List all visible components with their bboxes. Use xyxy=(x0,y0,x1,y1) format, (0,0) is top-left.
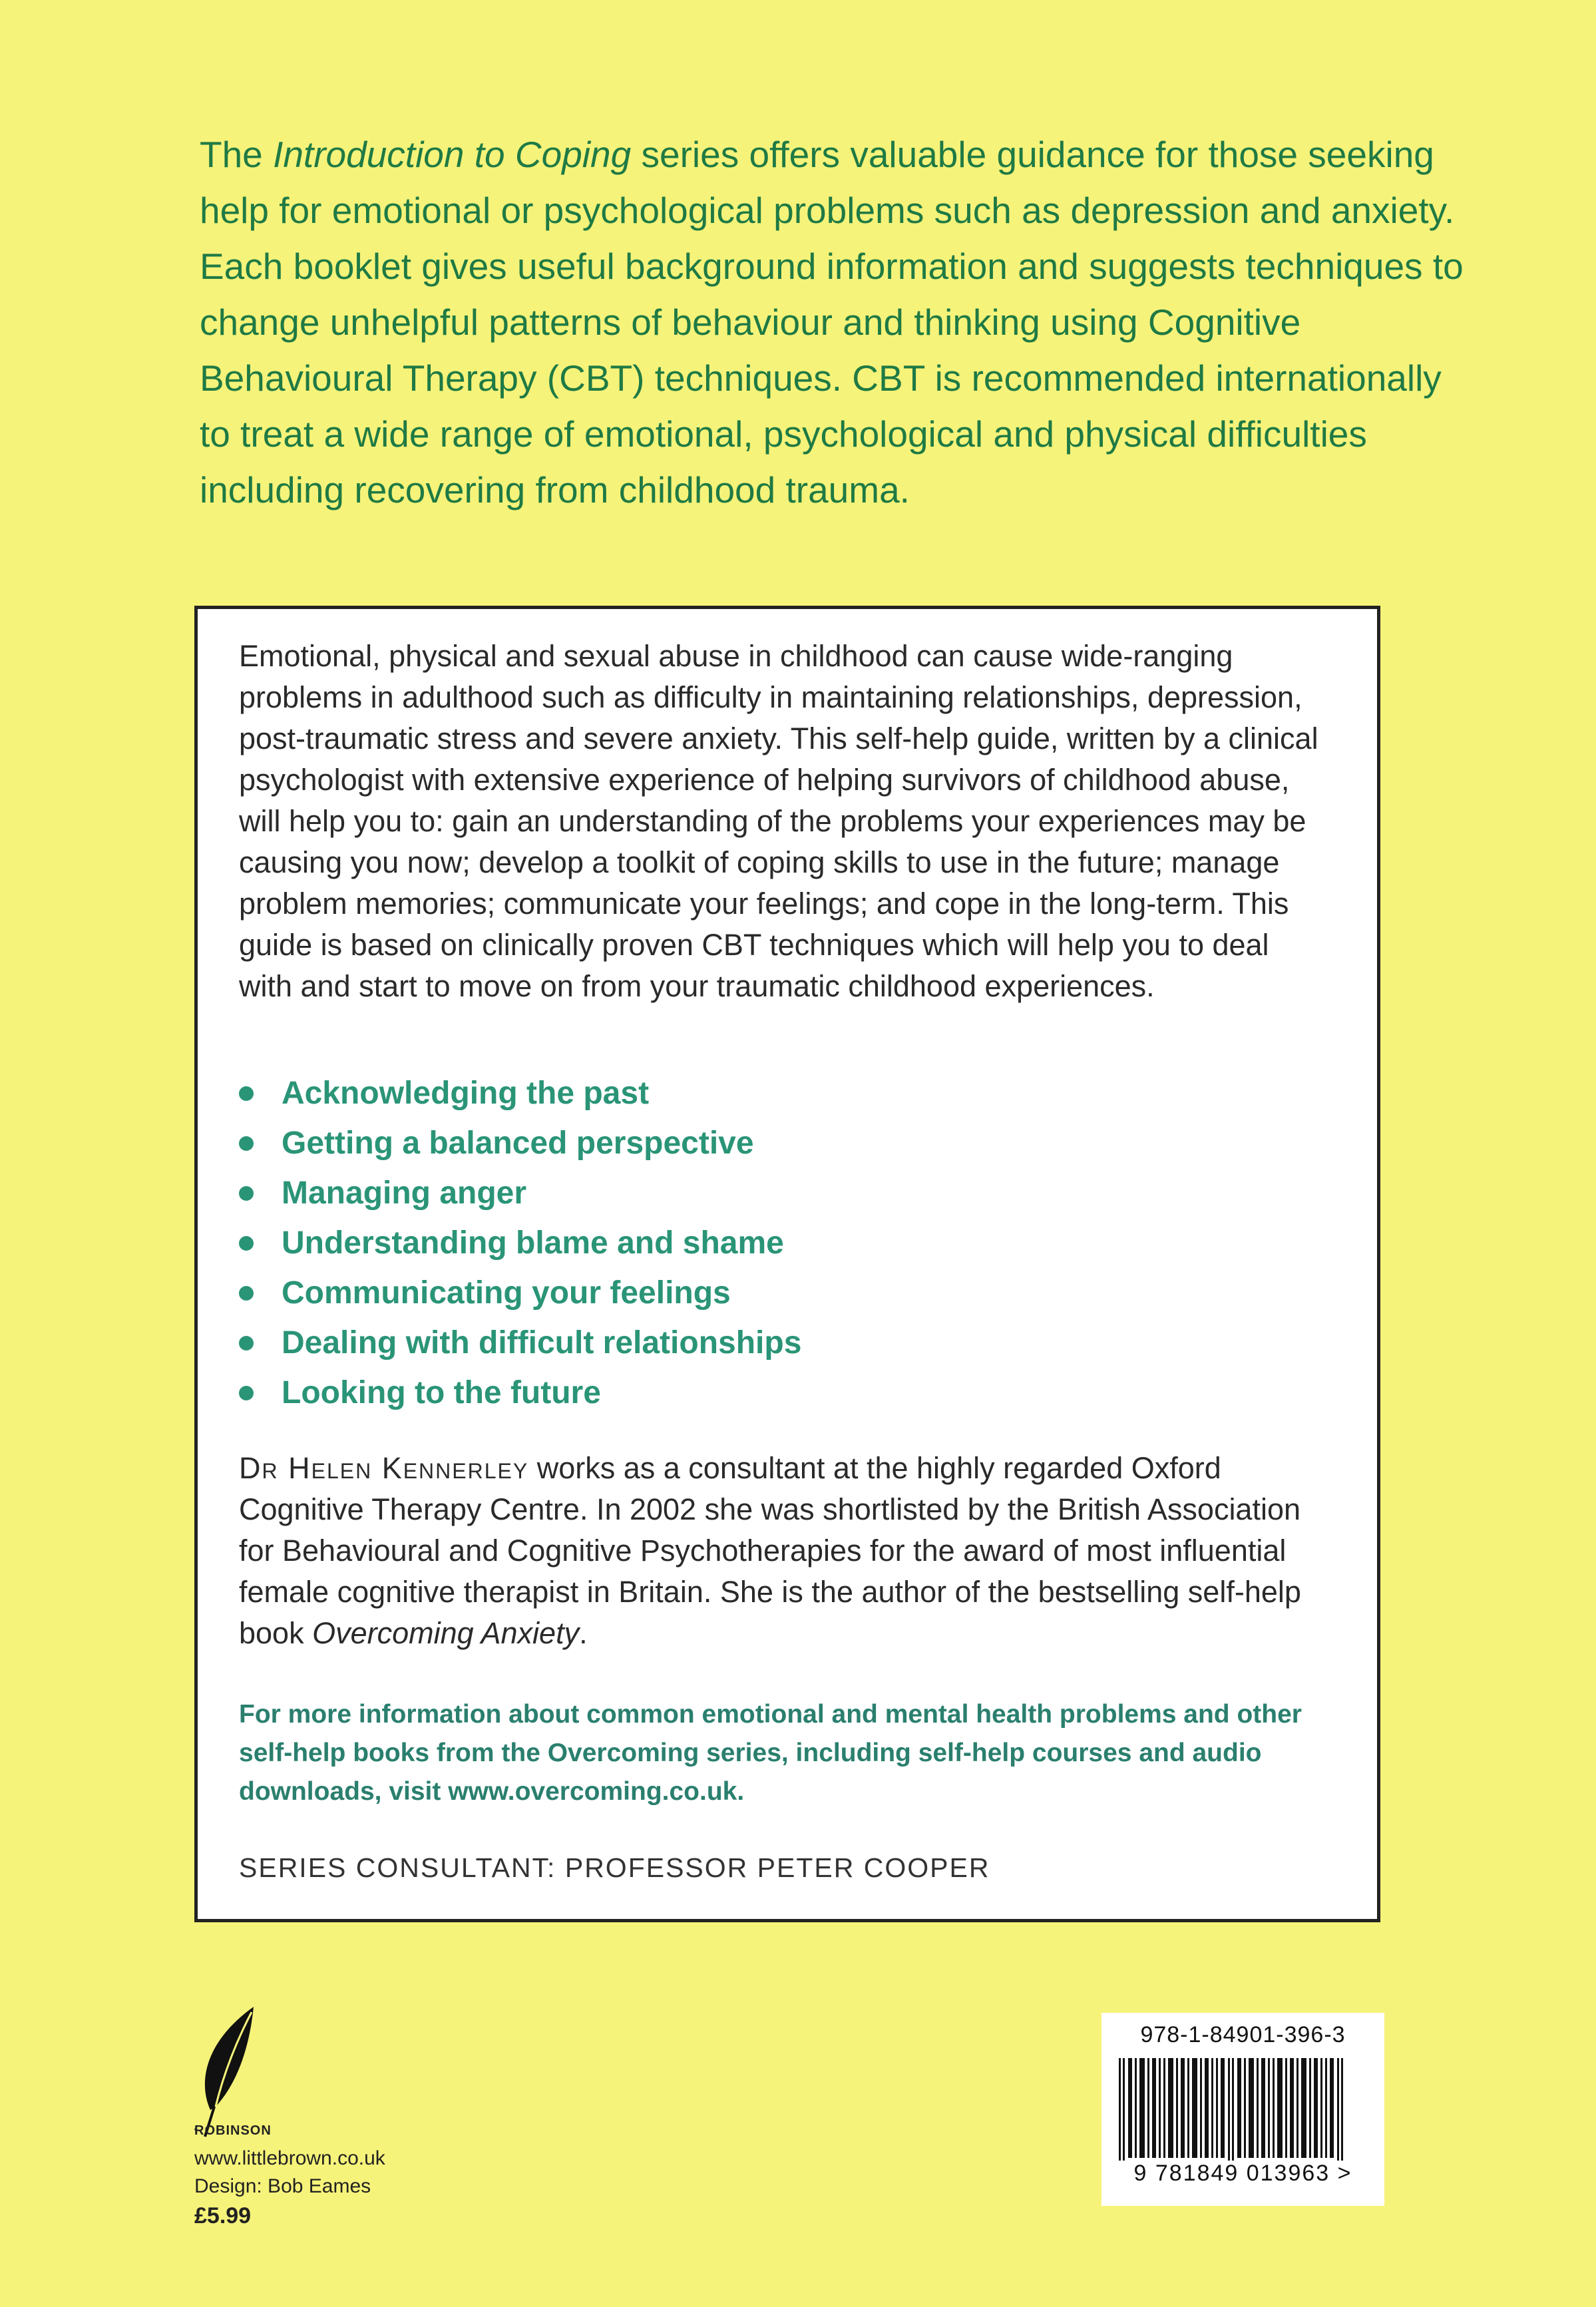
bullet-icon xyxy=(239,1336,254,1351)
price: £5.99 xyxy=(194,2203,252,2228)
intro-text: series offers valuable guidance for those seeking help for emotional or psychological problems such as depression and anxiety. Each booklet gives useful background information and suggests techniques to change unhelpful patterns of behaviour and thinking using Cognitive Behavioural Therapy (CBT) techniques. CBT is recommended internationally to treat a wide range of emotional, psychological and physical difficulties including recovering from childhood trauma. xyxy=(200,134,1464,511)
series-intro xyxy=(200,126,1464,518)
author-bio: Dr Helen Kennerley works as a consultant at the highly regarded Oxford Cognitive Therapy Centre. In 2002 she was shortlisted by the British Association for Behavioural and Cognitive Psychotherapies for the award of most influential female cognitive therapist in Britain. She is the author of the bestselling self-help book Overcoming Anxiety. xyxy=(239,1451,1301,1650)
more-info: For more information about common emotional and mental health problems and other self-help books from the Overcoming series, including self-help courses and audio downloads, visit www.overcoming.co.uk. xyxy=(239,1700,1302,1806)
bullet-icon xyxy=(239,1186,254,1201)
designer-credit: Design: Bob Eames xyxy=(194,2175,371,2197)
barcode xyxy=(1101,2013,1384,2206)
book-blurb: Emotional, physical and sexual abuse in childhood can cause wide-ranging problems in adulthood such as difficulty in maintaining relationships, depression, post-traumatic stress and severe anxiety. This self-help guide, written by a clinical psychologist with extensive experience of helping survivors of childhood abuse, will help you to: gain an understanding of the problems your experiences may be causing you now; develop a toolkit of coping skills to use in the future; manage problem memories; communicate your feelings; and cope in the long-term. This guide is based on clinically proven CBT techniques which will help you to deal with and start to move on from your traumatic childhood experiences. xyxy=(239,639,1318,1003)
publisher-name: ROBINSON xyxy=(194,2123,272,2138)
series-consultant: SERIES CONSULTANT: PROFESSOR PETER COOPER xyxy=(239,1852,990,1883)
publisher-website: www.littlebrown.co.uk xyxy=(194,2147,385,2169)
list-item: Getting a balanced perspective xyxy=(239,1118,801,1168)
author-name: Dr Helen Kennerley xyxy=(239,1451,529,1485)
list-item: Looking to the future xyxy=(239,1368,801,1418)
list-item: Communicating your feelings xyxy=(239,1268,801,1318)
list-item: Acknowledging the past xyxy=(239,1068,801,1118)
list-item: Dealing with difficult relationships xyxy=(239,1318,801,1368)
book-title: Overcoming Anxiety xyxy=(312,1616,580,1650)
series-title: Introduction to Coping xyxy=(273,134,632,175)
list-item: Understanding blame and shame xyxy=(239,1218,801,1268)
bullet-icon xyxy=(239,1136,254,1151)
list-item: Managing anger xyxy=(239,1168,801,1218)
description-panel xyxy=(194,606,1380,1922)
topic-list xyxy=(239,1068,801,1418)
bullet-icon xyxy=(239,1286,254,1301)
bullet-icon xyxy=(239,1086,254,1101)
bullet-icon xyxy=(239,1236,254,1251)
barcode-digits: 9 781849 013963 > xyxy=(1101,2161,1384,2187)
intro-prefix: The xyxy=(200,134,274,175)
bullet-icon xyxy=(239,1386,254,1400)
barcode-bars-icon xyxy=(1116,2058,1369,2171)
isbn-number: 978-1-84901-396-3 xyxy=(1140,2022,1346,2047)
